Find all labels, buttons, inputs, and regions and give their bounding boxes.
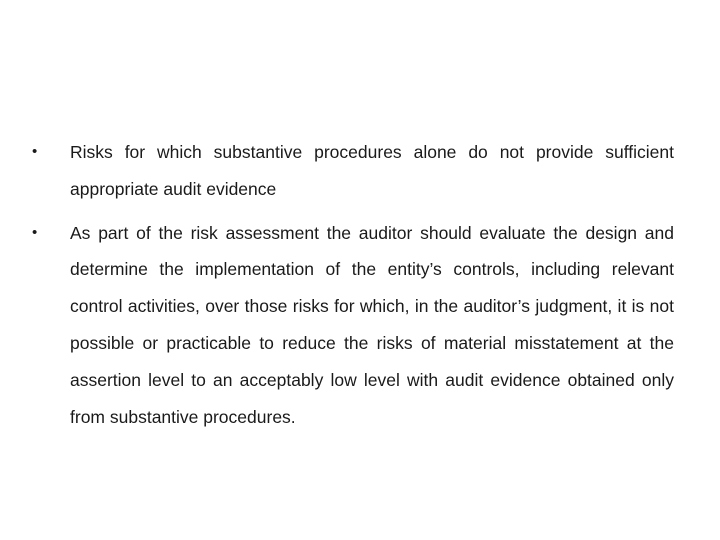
bullet-marker: •: [32, 143, 38, 160]
bullet-marker: •: [32, 223, 38, 241]
bullet-text: As part of the risk assessment the auditor should evaluate the design and determine the implementation of the entity’s controls, including relevant control activities, over those risks for which, in the auditor’s judgment, it is not possible or practicable to reduce the risks of material misstatement at the assertion level to an acceptably low level with audit evidence obtained only from substantive procedures.: [70, 222, 674, 427]
bullet-item-risks: [30, 134, 674, 208]
bullet-list: [30, 134, 674, 435]
bullet-text: Risks for which substantive procedures alone do not provide sufficient appropriate audit evidence: [70, 142, 674, 199]
bullet-item-risk-assessment: [30, 215, 674, 436]
